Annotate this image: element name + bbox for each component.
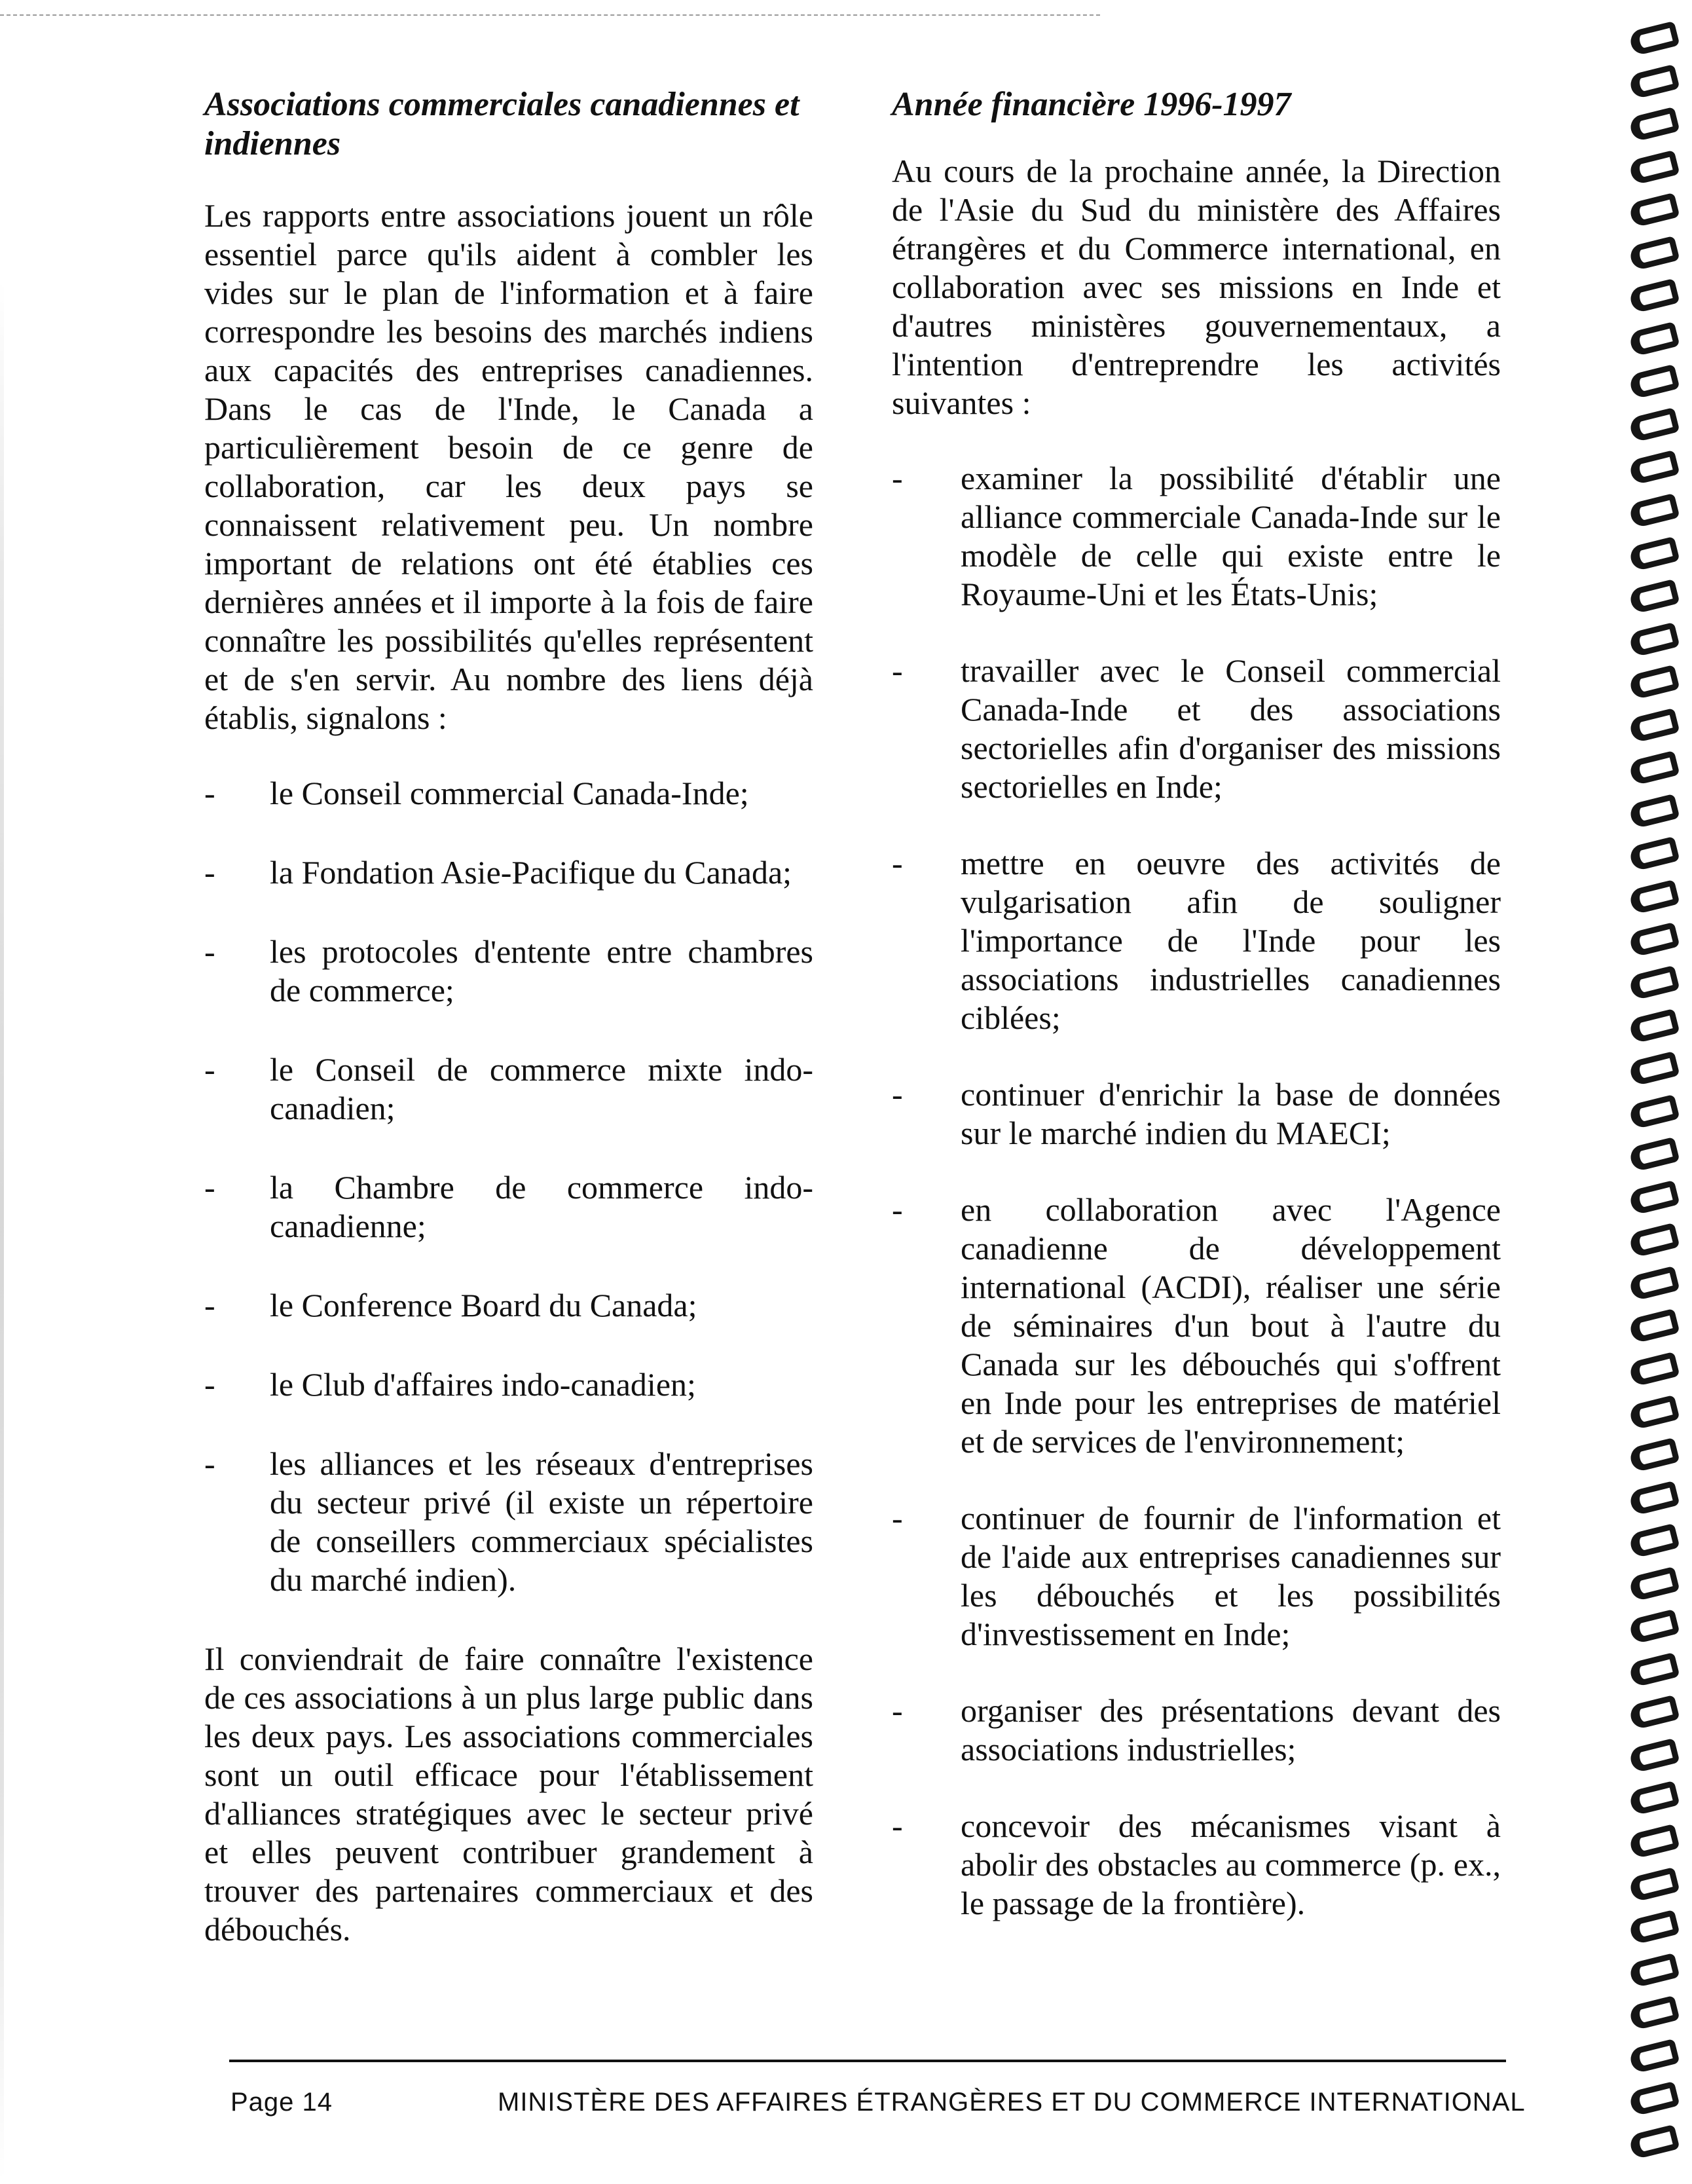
list-item <box>204 1050 813 1128</box>
list-item <box>204 1286 813 1325</box>
right-column <box>892 85 1501 1961</box>
intro-paragraph: Les rapports entre associations jouent un rôle essentiel parce qu'ils aident à combler les vides sur le plan de l'information et à faire correspondre les besoins des marchés indiens aux capacités des entreprises canadiennes. Dans le cas de l'Inde, le Canada a particulièrement besoin de ce genre de collaboration, car les deux pays se connaissent relativement peu. Un nombre important de relations ont été établies ces dernières années et il importe à la fois de faire connaître les possibilités qu'elles représentent et de s'en servir. Au nombre des liens déjà établis, signalons : <box>204 197 813 736</box>
binding-ring <box>1628 1352 1680 1387</box>
list-item-text: la Chambre de commerce indo-canadienne; <box>270 1169 813 1244</box>
binding-ring <box>1628 1008 1680 1043</box>
dash-marker: - <box>892 845 903 881</box>
binding-ring <box>1628 922 1680 957</box>
list-item-text: les alliances et les réseaux d'entreprises du secteur privé (il existe un répertoire de conseillers commerciaux spécialistes du marché indien). <box>270 1445 813 1598</box>
binding-ring <box>1628 879 1680 915</box>
list-item-text: le Conseil de commerce mixte indo-canadien; <box>270 1051 813 1126</box>
section-heading: Associations commerciales canadiennes et indiennes <box>204 86 800 162</box>
binding-ring <box>1628 708 1680 743</box>
dash-marker: - <box>892 1692 903 1729</box>
list-item <box>892 1807 1501 1923</box>
binding-ring <box>1628 1910 1680 1945</box>
list-item-text: les protocoles d'entente entre chambres de commerce; <box>270 933 813 1009</box>
binding-ring <box>1628 2081 1680 2117</box>
activity-list <box>892 459 1501 1923</box>
binding-ring <box>1628 965 1680 1001</box>
list-item-text: le Conference Board du Canada; <box>270 1287 697 1323</box>
association-list <box>204 774 813 1599</box>
list-item <box>204 933 813 1010</box>
binding-ring <box>1628 364 1680 399</box>
list-item <box>204 1445 813 1599</box>
binding-ring <box>1628 1137 1680 1172</box>
footer-rule <box>229 2060 1506 2062</box>
dash-marker: - <box>204 1169 215 1206</box>
list-item-text: travailler avec le Conseil commercial Canada-Inde et des associations sectorielles afin d'organiser des missions sectorielles en Inde; <box>961 652 1501 805</box>
closing-paragraph: Il conviendrait de faire connaître l'existence de ces associations à un plus large public dans les deux pays. Les associations commerciales sont un outil efficace pour l'établissement d'alliances stratégiques avec le secteur privé et elles peuvent contribuer grandement à trouver des partenaires commerciaux et des débouchés. <box>204 1640 813 1948</box>
list-item-text: continuer de fournir de l'information et de l'aide aux entreprises canadiennes sur les débouchés et les possibilités d'investissement en Inde; <box>961 1500 1501 1652</box>
list-item <box>892 652 1501 806</box>
dash-marker: - <box>204 1366 215 1403</box>
intro-paragraph: Au cours de la prochaine année, la Direction de l'Asie du Sud du ministère des Affaires étrangères et du Commerce international, en collaboration avec ses missions en Inde et d'autres ministères gouvernementaux, a l'intention d'entreprendre les activités suivantes : <box>892 153 1501 421</box>
binding-ring <box>1628 836 1680 872</box>
page-number: Page 14 <box>230 2088 333 2117</box>
binding-ring <box>1628 236 1680 271</box>
binding-ring <box>1628 1223 1680 1258</box>
list-item-text: organiser des présentations devant des associations industrielles; <box>961 1692 1501 1768</box>
footer-ministry-name: MINISTÈRE DES AFFAIRES ÉTRANGÈRES ET DU COMMERCE INTERNATIONAL <box>498 2088 1526 2117</box>
binding-ring <box>1628 278 1680 314</box>
binding-ring <box>1628 536 1680 571</box>
dash-marker: - <box>892 460 903 496</box>
binding-ring <box>1628 1266 1680 1301</box>
list-item <box>892 459 1501 614</box>
binding-ring <box>1628 1394 1680 1430</box>
list-item-text: mettre en oeuvre des activités de vulgarisation afin de souligner l'importance de l'Inde pour les associations industrielles canadiennes ciblées; <box>961 845 1501 1036</box>
dash-marker: - <box>892 1807 903 1844</box>
scan-artifact-line <box>0 14 1100 16</box>
binding-ring <box>1628 21 1680 56</box>
list-item <box>892 1692 1501 1769</box>
binding-ring <box>1628 2124 1680 2160</box>
list-item <box>892 1191 1501 1461</box>
list-item <box>892 844 1501 1037</box>
list-item <box>204 1365 813 1404</box>
binding-ring <box>1628 2039 1680 2074</box>
binding-ring <box>1628 193 1680 228</box>
binding-ring <box>1628 1480 1680 1515</box>
dash-marker: - <box>204 1287 215 1323</box>
dash-marker: - <box>204 775 215 811</box>
section-heading: Année financière 1996-1997 <box>892 86 1291 123</box>
binding-ring <box>1628 794 1680 829</box>
list-item-text: en collaboration avec l'Agence canadienne de développement international (ACDI), réaliser une série de séminaires d'un bout à l'autre du Canada sur les débouchés qui s'offrent en Inde pour les entreprises de matériel et de services de l'environnement; <box>961 1191 1501 1460</box>
list-item-text: la Fondation Asie-Pacifique du Canada; <box>270 854 792 891</box>
binding-ring <box>1628 1566 1680 1602</box>
binding-ring <box>1628 1094 1680 1130</box>
list-item-text: le Club d'affaires indo-canadien; <box>270 1366 696 1403</box>
binding-ring <box>1628 450 1680 485</box>
dash-marker: - <box>204 1051 215 1088</box>
binding-ring <box>1628 622 1680 657</box>
list-item-text: le Conseil commercial Canada-Inde; <box>270 775 749 811</box>
binding-ring <box>1628 1652 1680 1688</box>
dash-marker: - <box>892 1191 903 1228</box>
binding-ring <box>1628 149 1680 185</box>
binding-ring <box>1628 1824 1680 1859</box>
binding-ring <box>1628 579 1680 614</box>
binding-ring <box>1628 1738 1680 1773</box>
binding-ring <box>1628 64 1680 99</box>
list-item <box>204 1168 813 1246</box>
binding-ring <box>1628 750 1680 786</box>
dash-marker: - <box>204 854 215 891</box>
binding-ring <box>1628 107 1680 142</box>
binding-ring <box>1628 665 1680 700</box>
dash-marker: - <box>892 652 903 689</box>
binding-ring <box>1628 1523 1680 1559</box>
dash-marker: - <box>892 1076 903 1113</box>
list-item <box>204 853 813 892</box>
page-edge-shadow <box>0 282 4 2181</box>
binding-ring <box>1628 407 1680 443</box>
list-item-text: concevoir des mécanismes visant à abolir des obstacles au commerce (p. ex., le passage de la frontière). <box>961 1807 1501 1921</box>
binding-ring <box>1628 1952 1680 1988</box>
spiral-binding <box>1630 26 1689 2155</box>
list-item-text: continuer d'enrichir la base de données sur le marché indien du MAECI; <box>961 1076 1501 1151</box>
dash-marker: - <box>204 933 215 970</box>
binding-ring <box>1628 1695 1680 1730</box>
list-item <box>892 1075 1501 1153</box>
binding-ring <box>1628 1609 1680 1644</box>
binding-ring <box>1628 1995 1680 2031</box>
dash-marker: - <box>892 1500 903 1536</box>
binding-ring <box>1628 1866 1680 1902</box>
list-item-text: examiner la possibilité d'établir une alliance commerciale Canada-Inde sur le modèle de celle qui existe entre le Royaume-Uni et les États-Unis; <box>961 460 1501 612</box>
binding-ring <box>1628 1781 1680 1816</box>
binding-ring <box>1628 1437 1680 1473</box>
binding-ring <box>1628 1051 1680 1086</box>
binding-ring <box>1628 322 1680 357</box>
left-column <box>204 85 813 1986</box>
binding-ring <box>1628 1308 1680 1344</box>
list-item <box>204 774 813 813</box>
binding-ring <box>1628 493 1680 528</box>
binding-ring <box>1628 1180 1680 1215</box>
dash-marker: - <box>204 1445 215 1482</box>
list-item <box>892 1499 1501 1654</box>
